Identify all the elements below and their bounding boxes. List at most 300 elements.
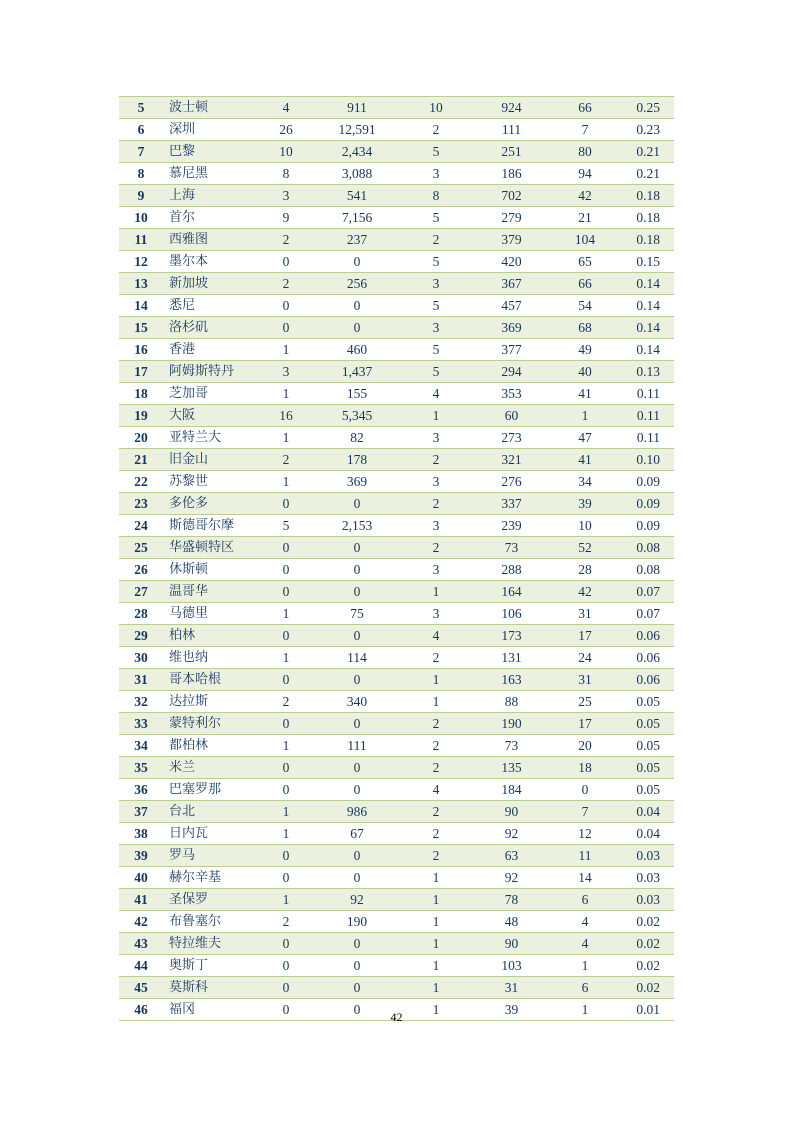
city-cell: 亚特兰大 [163, 427, 261, 449]
value-cell: 251 [469, 141, 554, 163]
table-row [119, 427, 674, 449]
rank-cell: 27 [119, 581, 163, 603]
value-cell: 5 [403, 207, 469, 229]
value-cell: 2 [403, 493, 469, 515]
value-cell: 0 [261, 933, 311, 955]
table-row [119, 889, 674, 911]
value-cell: 73 [469, 537, 554, 559]
value-cell: 0 [554, 779, 616, 801]
table-row [119, 471, 674, 493]
table-row [119, 977, 674, 999]
value-cell: 63 [469, 845, 554, 867]
value-cell: 702 [469, 185, 554, 207]
value-cell: 92 [469, 867, 554, 889]
value-cell: 3 [403, 603, 469, 625]
value-cell: 14 [554, 867, 616, 889]
city-cell: 芝加哥 [163, 383, 261, 405]
value-cell: 5 [403, 141, 469, 163]
city-cell: 台北 [163, 801, 261, 823]
value-cell: 256 [311, 273, 403, 295]
city-cell: 多伦多 [163, 493, 261, 515]
score-cell: 0.14 [616, 339, 674, 361]
score-cell: 0.03 [616, 889, 674, 911]
value-cell: 104 [554, 229, 616, 251]
value-cell: 1 [261, 823, 311, 845]
city-ranking-table [119, 96, 674, 1021]
value-cell: 103 [469, 955, 554, 977]
value-cell: 0 [311, 999, 403, 1021]
value-cell: 178 [311, 449, 403, 471]
value-cell: 47 [554, 427, 616, 449]
value-cell: 4 [403, 625, 469, 647]
value-cell: 73 [469, 735, 554, 757]
rank-cell: 7 [119, 141, 163, 163]
value-cell: 377 [469, 339, 554, 361]
value-cell: 6 [554, 889, 616, 911]
value-cell: 1 [261, 735, 311, 757]
city-cell: 维也纳 [163, 647, 261, 669]
city-cell: 都柏林 [163, 735, 261, 757]
table-row [119, 691, 674, 713]
value-cell: 0 [261, 999, 311, 1021]
value-cell: 78 [469, 889, 554, 911]
value-cell: 1 [403, 405, 469, 427]
rank-cell: 43 [119, 933, 163, 955]
value-cell: 2 [403, 713, 469, 735]
city-cell: 哥本哈根 [163, 669, 261, 691]
city-cell: 蒙特利尔 [163, 713, 261, 735]
value-cell: 457 [469, 295, 554, 317]
value-cell: 294 [469, 361, 554, 383]
rank-cell: 30 [119, 647, 163, 669]
city-cell: 特拉维夫 [163, 933, 261, 955]
value-cell: 1 [261, 427, 311, 449]
value-cell: 1 [403, 977, 469, 999]
city-cell: 布鲁塞尔 [163, 911, 261, 933]
score-cell: 0.05 [616, 757, 674, 779]
value-cell: 90 [469, 801, 554, 823]
value-cell: 2 [403, 845, 469, 867]
table-row [119, 757, 674, 779]
value-cell: 4 [261, 97, 311, 119]
value-cell: 0 [261, 559, 311, 581]
value-cell: 276 [469, 471, 554, 493]
value-cell: 66 [554, 273, 616, 295]
value-cell: 31 [554, 603, 616, 625]
rank-cell: 42 [119, 911, 163, 933]
table-row [119, 493, 674, 515]
table-row [119, 779, 674, 801]
value-cell: 8 [261, 163, 311, 185]
value-cell: 10 [554, 515, 616, 537]
value-cell: 3,088 [311, 163, 403, 185]
value-cell: 2 [403, 735, 469, 757]
value-cell: 25 [554, 691, 616, 713]
score-cell: 0.03 [616, 845, 674, 867]
value-cell: 420 [469, 251, 554, 273]
value-cell: 0 [311, 669, 403, 691]
score-cell: 0.01 [616, 999, 674, 1021]
value-cell: 5 [403, 295, 469, 317]
value-cell: 0 [311, 867, 403, 889]
value-cell: 2 [261, 449, 311, 471]
value-cell: 2 [261, 911, 311, 933]
value-cell: 1 [403, 933, 469, 955]
value-cell: 1 [554, 999, 616, 1021]
value-cell: 8 [403, 185, 469, 207]
value-cell: 1 [261, 339, 311, 361]
value-cell: 2 [403, 647, 469, 669]
city-cell: 达拉斯 [163, 691, 261, 713]
city-cell: 巴黎 [163, 141, 261, 163]
value-cell: 0 [311, 493, 403, 515]
score-cell: 0.02 [616, 977, 674, 999]
table-row [119, 515, 674, 537]
table-row [119, 185, 674, 207]
rank-cell: 14 [119, 295, 163, 317]
score-cell: 0.11 [616, 427, 674, 449]
score-cell: 0.08 [616, 537, 674, 559]
value-cell: 34 [554, 471, 616, 493]
score-cell: 0.25 [616, 97, 674, 119]
value-cell: 0 [311, 559, 403, 581]
city-cell: 福冈 [163, 999, 261, 1021]
value-cell: 184 [469, 779, 554, 801]
value-cell: 1 [261, 801, 311, 823]
value-cell: 5 [403, 361, 469, 383]
value-cell: 1,437 [311, 361, 403, 383]
value-cell: 3 [403, 427, 469, 449]
score-cell: 0.02 [616, 911, 674, 933]
score-cell: 0.14 [616, 273, 674, 295]
value-cell: 42 [554, 581, 616, 603]
value-cell: 24 [554, 647, 616, 669]
value-cell: 1 [403, 889, 469, 911]
rank-cell: 36 [119, 779, 163, 801]
city-cell: 华盛顿特区 [163, 537, 261, 559]
table-row [119, 933, 674, 955]
table-row [119, 735, 674, 757]
value-cell: 0 [311, 537, 403, 559]
city-cell: 慕尼黑 [163, 163, 261, 185]
value-cell: 541 [311, 185, 403, 207]
value-cell: 16 [261, 405, 311, 427]
value-cell: 0 [311, 581, 403, 603]
table-row [119, 559, 674, 581]
value-cell: 3 [261, 185, 311, 207]
value-cell: 65 [554, 251, 616, 273]
value-cell: 5 [403, 339, 469, 361]
score-cell: 0.07 [616, 581, 674, 603]
rank-cell: 6 [119, 119, 163, 141]
score-cell: 0.21 [616, 141, 674, 163]
score-cell: 0.04 [616, 801, 674, 823]
rank-cell: 37 [119, 801, 163, 823]
value-cell: 0 [261, 251, 311, 273]
table-row [119, 581, 674, 603]
rank-cell: 15 [119, 317, 163, 339]
value-cell: 4 [554, 933, 616, 955]
value-cell: 0 [311, 955, 403, 977]
rank-cell: 8 [119, 163, 163, 185]
value-cell: 3 [403, 163, 469, 185]
value-cell: 11 [554, 845, 616, 867]
value-cell: 5 [261, 515, 311, 537]
value-cell: 379 [469, 229, 554, 251]
value-cell: 67 [311, 823, 403, 845]
score-cell: 0.02 [616, 955, 674, 977]
value-cell: 111 [469, 119, 554, 141]
table-row [119, 801, 674, 823]
rank-cell: 35 [119, 757, 163, 779]
value-cell: 0 [261, 977, 311, 999]
score-cell: 0.05 [616, 779, 674, 801]
value-cell: 39 [554, 493, 616, 515]
value-cell: 0 [311, 625, 403, 647]
value-cell: 0 [261, 845, 311, 867]
city-cell: 温哥华 [163, 581, 261, 603]
city-cell: 米兰 [163, 757, 261, 779]
rank-cell: 39 [119, 845, 163, 867]
city-cell: 大阪 [163, 405, 261, 427]
value-cell: 52 [554, 537, 616, 559]
value-cell: 2 [403, 229, 469, 251]
rank-cell: 46 [119, 999, 163, 1021]
value-cell: 239 [469, 515, 554, 537]
ranking-table-container [119, 96, 674, 1021]
score-cell: 0.06 [616, 669, 674, 691]
city-cell: 墨尔本 [163, 251, 261, 273]
score-cell: 0.05 [616, 735, 674, 757]
city-cell: 赫尔辛基 [163, 867, 261, 889]
rank-cell: 5 [119, 97, 163, 119]
table-row [119, 251, 674, 273]
rank-cell: 40 [119, 867, 163, 889]
value-cell: 1 [261, 383, 311, 405]
page-number: 42 [390, 1010, 403, 1024]
value-cell: 4 [403, 383, 469, 405]
score-cell: 0.05 [616, 691, 674, 713]
value-cell: 2 [403, 119, 469, 141]
value-cell: 0 [261, 867, 311, 889]
value-cell: 911 [311, 97, 403, 119]
value-cell: 0 [311, 295, 403, 317]
table-row [119, 647, 674, 669]
score-cell: 0.18 [616, 229, 674, 251]
value-cell: 40 [554, 361, 616, 383]
score-cell: 0.09 [616, 493, 674, 515]
value-cell: 460 [311, 339, 403, 361]
rank-cell: 16 [119, 339, 163, 361]
value-cell: 106 [469, 603, 554, 625]
table-row [119, 537, 674, 559]
rank-cell: 12 [119, 251, 163, 273]
score-cell: 0.06 [616, 625, 674, 647]
value-cell: 131 [469, 647, 554, 669]
value-cell: 3 [261, 361, 311, 383]
value-cell: 48 [469, 911, 554, 933]
city-cell: 香港 [163, 339, 261, 361]
value-cell: 155 [311, 383, 403, 405]
table-body [119, 97, 674, 1021]
value-cell: 321 [469, 449, 554, 471]
score-cell: 0.06 [616, 647, 674, 669]
table-row [119, 317, 674, 339]
rank-cell: 29 [119, 625, 163, 647]
rank-cell: 28 [119, 603, 163, 625]
value-cell: 82 [311, 427, 403, 449]
table-row [119, 405, 674, 427]
city-cell: 阿姆斯特丹 [163, 361, 261, 383]
city-cell: 马德里 [163, 603, 261, 625]
value-cell: 2 [403, 449, 469, 471]
table-row [119, 911, 674, 933]
score-cell: 0.15 [616, 251, 674, 273]
value-cell: 80 [554, 141, 616, 163]
value-cell: 924 [469, 97, 554, 119]
value-cell: 0 [311, 845, 403, 867]
value-cell: 2,434 [311, 141, 403, 163]
rank-cell: 33 [119, 713, 163, 735]
value-cell: 986 [311, 801, 403, 823]
value-cell: 18 [554, 757, 616, 779]
city-cell: 柏林 [163, 625, 261, 647]
table-row [119, 867, 674, 889]
value-cell: 3 [403, 317, 469, 339]
value-cell: 1 [554, 405, 616, 427]
value-cell: 41 [554, 383, 616, 405]
value-cell: 3 [403, 515, 469, 537]
rank-cell: 26 [119, 559, 163, 581]
value-cell: 0 [311, 977, 403, 999]
rank-cell: 24 [119, 515, 163, 537]
value-cell: 164 [469, 581, 554, 603]
value-cell: 90 [469, 933, 554, 955]
value-cell: 2,153 [311, 515, 403, 537]
rank-cell: 21 [119, 449, 163, 471]
rank-cell: 13 [119, 273, 163, 295]
value-cell: 190 [469, 713, 554, 735]
rank-cell: 44 [119, 955, 163, 977]
value-cell: 2 [261, 229, 311, 251]
value-cell: 0 [261, 625, 311, 647]
city-cell: 斯德哥尔摩 [163, 515, 261, 537]
value-cell: 111 [311, 735, 403, 757]
score-cell: 0.18 [616, 185, 674, 207]
value-cell: 2 [403, 801, 469, 823]
value-cell: 190 [311, 911, 403, 933]
score-cell: 0.10 [616, 449, 674, 471]
value-cell: 135 [469, 757, 554, 779]
value-cell: 0 [311, 713, 403, 735]
score-cell: 0.14 [616, 317, 674, 339]
value-cell: 288 [469, 559, 554, 581]
value-cell: 4 [403, 779, 469, 801]
rank-cell: 10 [119, 207, 163, 229]
table-row [119, 361, 674, 383]
rank-cell: 20 [119, 427, 163, 449]
value-cell: 1 [261, 647, 311, 669]
rank-cell: 38 [119, 823, 163, 845]
value-cell: 94 [554, 163, 616, 185]
rank-cell: 34 [119, 735, 163, 757]
rank-cell: 19 [119, 405, 163, 427]
value-cell: 114 [311, 647, 403, 669]
score-cell: 0.23 [616, 119, 674, 141]
rank-cell: 11 [119, 229, 163, 251]
rank-cell: 32 [119, 691, 163, 713]
score-cell: 0.09 [616, 515, 674, 537]
value-cell: 1 [403, 669, 469, 691]
value-cell: 75 [311, 603, 403, 625]
table-row [119, 625, 674, 647]
score-cell: 0.11 [616, 405, 674, 427]
score-cell: 0.09 [616, 471, 674, 493]
table-row [119, 229, 674, 251]
score-cell: 0.21 [616, 163, 674, 185]
rank-cell: 25 [119, 537, 163, 559]
value-cell: 92 [311, 889, 403, 911]
value-cell: 10 [261, 141, 311, 163]
rank-cell: 18 [119, 383, 163, 405]
value-cell: 0 [311, 779, 403, 801]
value-cell: 1 [403, 867, 469, 889]
value-cell: 186 [469, 163, 554, 185]
table-row [119, 669, 674, 691]
value-cell: 88 [469, 691, 554, 713]
value-cell: 2 [403, 537, 469, 559]
city-cell: 日内瓦 [163, 823, 261, 845]
table-row [119, 339, 674, 361]
value-cell: 340 [311, 691, 403, 713]
table-row [119, 97, 674, 119]
value-cell: 1 [261, 471, 311, 493]
value-cell: 0 [261, 955, 311, 977]
table-row [119, 383, 674, 405]
value-cell: 369 [311, 471, 403, 493]
score-cell: 0.02 [616, 933, 674, 955]
score-cell: 0.04 [616, 823, 674, 845]
table-row [119, 845, 674, 867]
value-cell: 7 [554, 119, 616, 141]
score-cell: 0.14 [616, 295, 674, 317]
value-cell: 0 [261, 493, 311, 515]
value-cell: 0 [261, 581, 311, 603]
rank-cell: 22 [119, 471, 163, 493]
value-cell: 163 [469, 669, 554, 691]
value-cell: 4 [554, 911, 616, 933]
city-cell: 罗马 [163, 845, 261, 867]
value-cell: 2 [261, 273, 311, 295]
value-cell: 1 [261, 889, 311, 911]
value-cell: 0 [261, 779, 311, 801]
value-cell: 0 [261, 669, 311, 691]
value-cell: 68 [554, 317, 616, 339]
score-cell: 0.11 [616, 383, 674, 405]
table-row [119, 713, 674, 735]
city-cell: 巴塞罗那 [163, 779, 261, 801]
value-cell: 0 [311, 757, 403, 779]
rank-cell: 9 [119, 185, 163, 207]
value-cell: 41 [554, 449, 616, 471]
value-cell: 12,591 [311, 119, 403, 141]
score-cell: 0.07 [616, 603, 674, 625]
table-row [119, 119, 674, 141]
table-row [119, 449, 674, 471]
value-cell: 92 [469, 823, 554, 845]
value-cell: 0 [311, 251, 403, 273]
city-cell: 悉尼 [163, 295, 261, 317]
